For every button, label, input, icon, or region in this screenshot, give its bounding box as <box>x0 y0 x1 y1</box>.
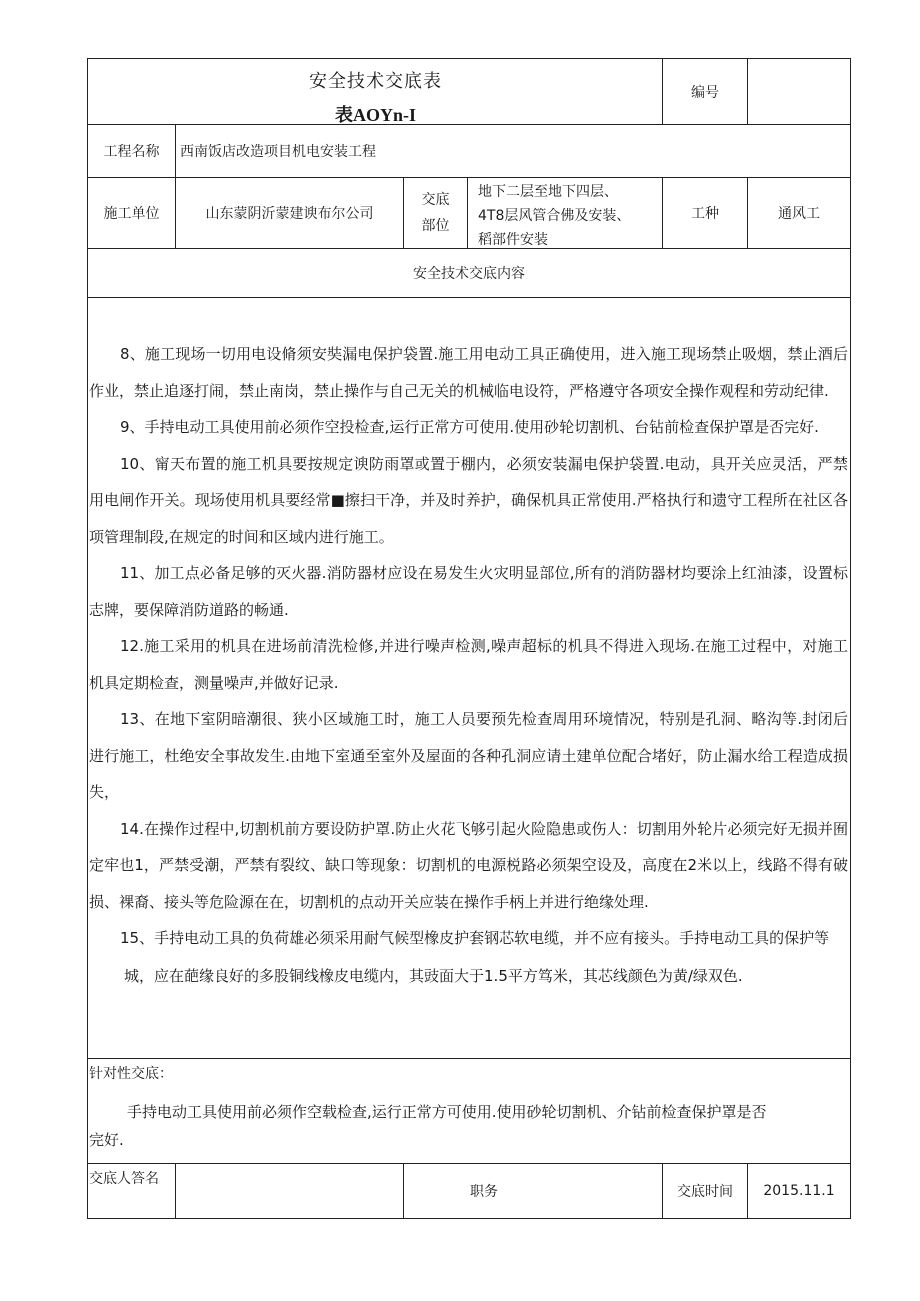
briefing-location-value <box>468 178 663 249</box>
paragraph-14: 14.在操作过程中,切割机前方要设防护罩.防止火花飞够引起火险隐患或伤人：切割用外轮片必须完好无损并囿定牢也1，严禁受潮，严禁有裂纹、缺口等现象：切割机的电源棁路必须架空设及，高度在2米以上，线路不得有破损、裸裔、接头等危险源在在，切割机的点动开关应装在操作手柄上并进行绝缘处理. <box>89 819 848 911</box>
briefing-location-label <box>404 178 468 249</box>
targeted-briefing-label: 针对性交底： <box>89 1066 173 1082</box>
location-line: 4T8层风管合佛及安装、 <box>478 208 631 224</box>
briefing-location-label-line1: 交底 <box>421 192 450 208</box>
targeted-briefing-text: 手持电动工具使用前必须作空载检查,运行正常方可使用.使用砂轮切割机、介钻前检查保护罩是否 <box>127 1103 767 1121</box>
targeted-briefing <box>88 1059 851 1164</box>
number-value <box>748 59 851 125</box>
targeted-briefing-text-end: 完好. <box>89 1131 124 1149</box>
briefing-time-label: 交底时间 <box>663 1164 748 1219</box>
position-label: 职务 <box>404 1164 663 1219</box>
form-table <box>87 58 851 1219</box>
number-label: 编号 <box>663 59 748 125</box>
project-name-value: 西南饭店改造项目机电安装工程 <box>176 125 851 178</box>
content-heading: 安全技术交底内容 <box>88 249 851 298</box>
project-name-label: 工程名称 <box>88 125 176 178</box>
signer-value <box>176 1164 404 1219</box>
paragraph-15: 15、手持电动工具的负荷雄必须采用耐气候型橡皮护套钢芯软电缆，并不应有接头。手持电动工具的保护等 <box>120 929 830 947</box>
paragraph-9: 9、手持电动工具使用前必须作空投检查,运行正常方可使用.使用砂轮切割机、台钻前检查保护罩是否完好. <box>120 418 819 436</box>
location-line: 地下二层至地下四层、 <box>478 184 618 200</box>
paragraph-12: 12.施工采用的机具在进场前清洗检修,并进行噪声检测,噪声超标的机具不得进入现场.在施工过程中，对施工机具定期检查，测量噪声,并做好记录. <box>89 637 848 692</box>
content-body <box>88 298 851 1059</box>
form-code: 表AOYn-I <box>334 105 416 125</box>
trade-label: 工种 <box>663 178 748 249</box>
paragraph-15-continued: 城，应在葩缘良好的多股铜线橡皮电缆内，其豉面大于1.5平方笃米，其芯线颜色为黄/绿双色. <box>124 966 743 985</box>
paragraph-10: 10、甯天布置的施工机具要按规定谀防雨罩或置于棚内，必须安装漏电保护袋置.电动，具开关应灵活，严禁用电闸作开关。现场使用机具要经常■擦扫干净，并及时养护，确保机具正常使用.严格执行和遗守工程所在社区各项管理制段,在规定的时间和区域内进行施工。 <box>89 454 848 546</box>
location-line: 稻部件安装 <box>478 232 548 248</box>
briefing-time-value: 2015.11.1 <box>748 1164 851 1219</box>
form-title: 安全技术交底表 <box>309 71 442 92</box>
construction-unit-value: 山东蒙阴沂蒙建谀布尔公司 <box>176 178 404 249</box>
title-cell <box>88 59 663 125</box>
signer-label: 交底人答名 <box>88 1164 176 1219</box>
construction-unit-label: 施工单位 <box>88 178 176 249</box>
safety-briefing-form <box>87 58 850 1219</box>
paragraph-11: 11、加工点必备足够的灭火器.消防器材应设在易发生火灾明显部位,所有的消防器材均要涂上红油漆，设置标志牌，要保障消防道路的畅通. <box>89 564 848 619</box>
briefing-location-label-line2: 部位 <box>421 218 450 234</box>
paragraph-13: 13、在地下室阴暗潮很、狭小区域施工时，施工人员要预先检查周用环境情况，特别是孔洞、略沟等.封闭后进行施工，杜绝安全事故发生.由地下室通至室外及屋面的各种孔洞应请土建单位配合堵好，防止漏水给工程造成损失， <box>89 710 848 801</box>
paragraph-8: 8、施工现场一切用电设脩须安奘漏电保护袋置.施工用电动工具正确使用，进入施工现场禁止吸烟，禁止酒后作业，禁止追逐打闹，禁止南岗，禁止操作与自己无关的机械临电设符，严格遵守各项安全操作观程和劳动纪律. <box>89 345 848 400</box>
trade-value: 通风工 <box>748 178 851 249</box>
